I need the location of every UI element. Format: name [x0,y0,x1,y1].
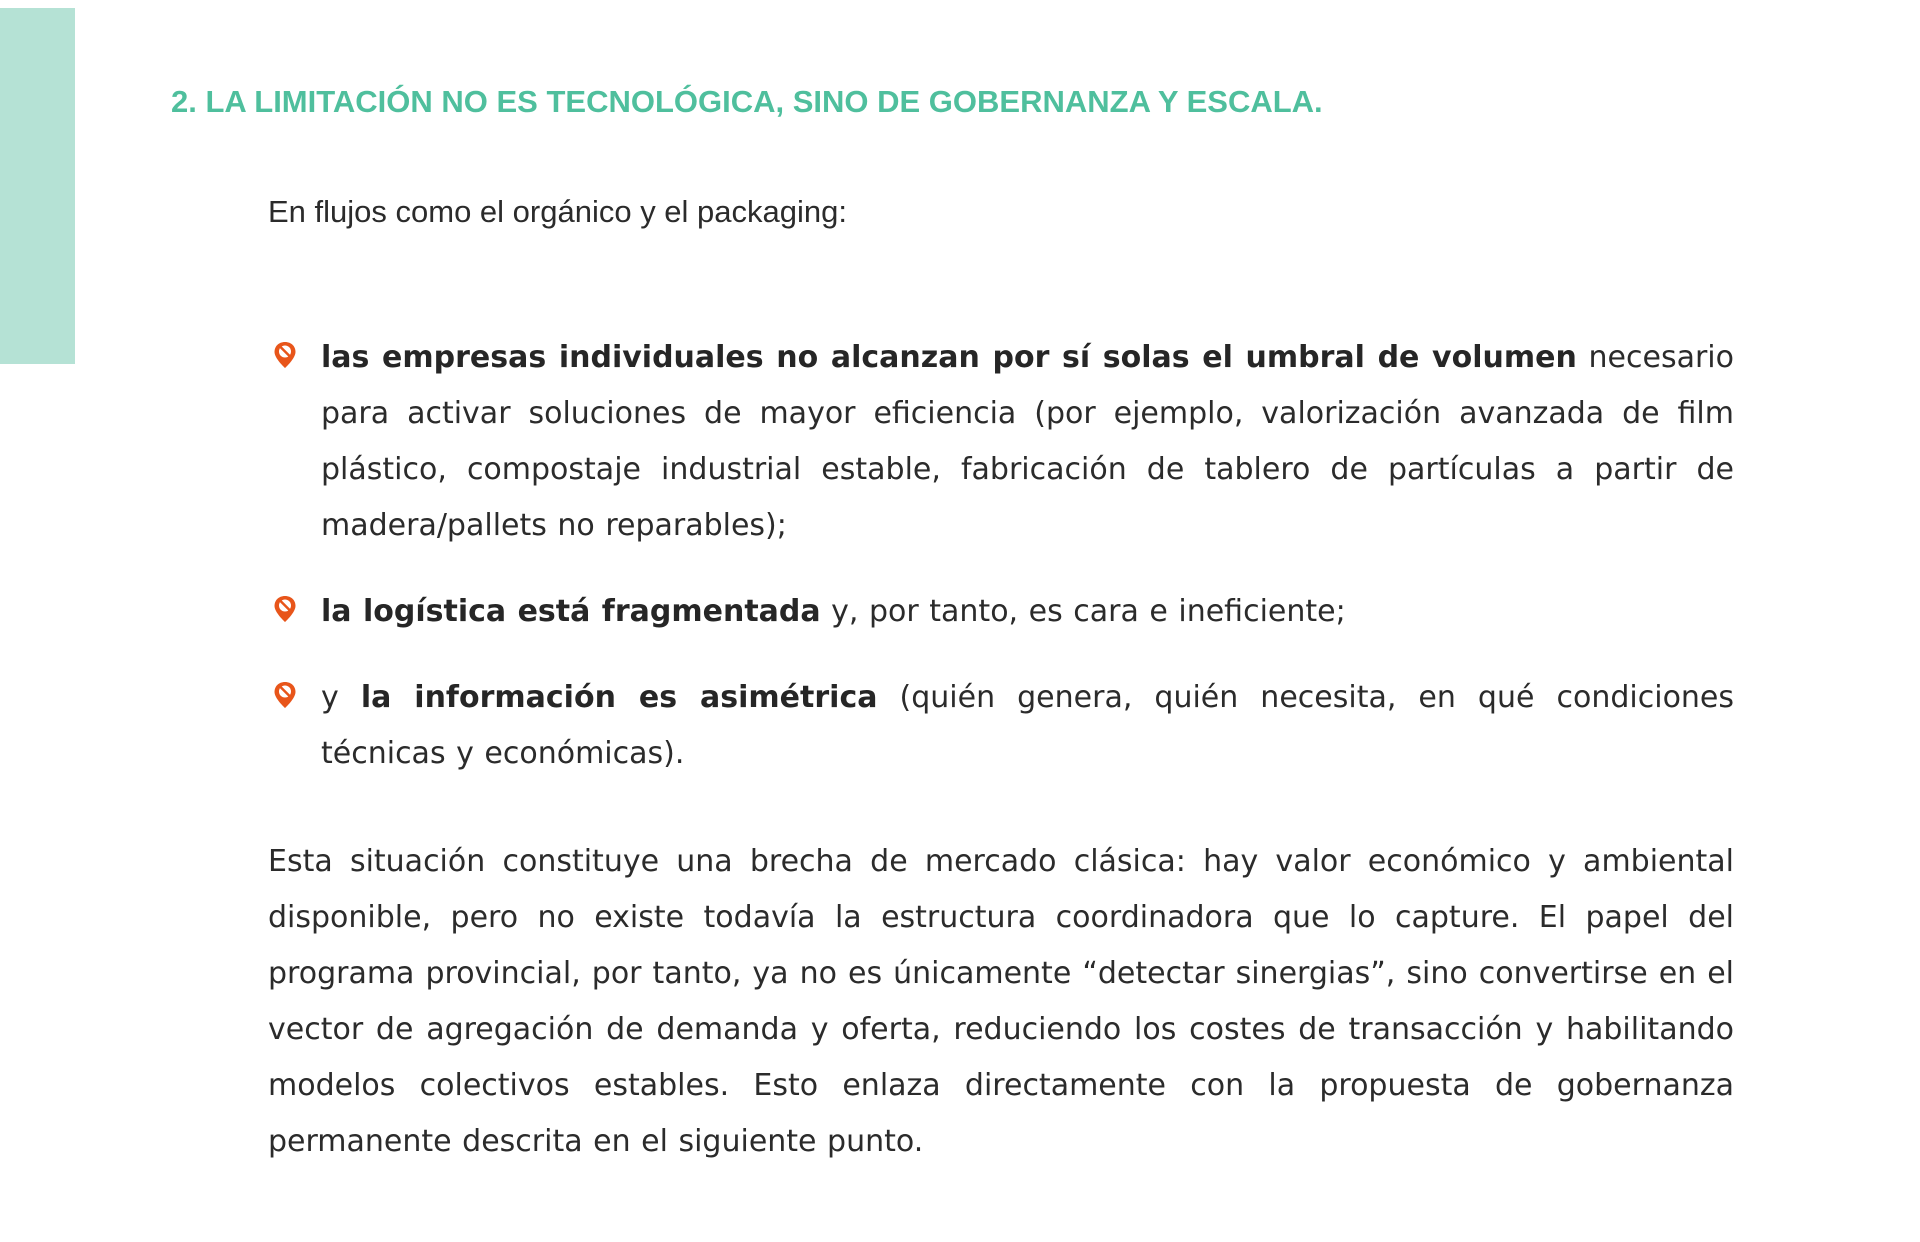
body-paragraph: Esta situación constituye una brecha de mercado clásica: hay valor económico y ambiental disponible, pero no existe todavía la estructura coordinadora que lo capture. El papel del programa provincial, por tanto, ya no es únicamente “detectar sinergias”, sino convertirse en el vector de agregación de demanda y oferta, reduciendo los costes de transacción y habilitando modelos colectivos estables. Esto enlaza directamente con la propuesta de gobernanza permanente descrita en el siguiente punto. [268,844,1734,1159]
bullet-text: y, por tanto, es cara e ineficiente; [820,594,1346,629]
list-item [268,670,1734,782]
location-pin-icon [272,340,298,370]
list-item [268,330,1734,554]
bullet-bold-text: las empresas individuales no alcanzan por sí solas el umbral de volumen [321,340,1577,375]
bullet-prefix: y [321,680,361,715]
list-item [268,584,1734,640]
location-pin-icon [272,594,298,624]
side-color-band [0,8,75,364]
bullet-bold-text: la información es asimétrica [360,680,878,715]
bullet-text: (quién genera, quién necesita, en qué condiciones técnicas y económicas). [321,680,1735,771]
bullet-text: necesario para activar soluciones de mayor eficiencia (por ejemplo, valorización avanzada de film plástico, compostaje industrial estable, fabricación de tablero de partículas a partir de madera/pallets no reparables); [321,340,1734,543]
location-pin-icon [272,680,298,710]
bullet-list [268,330,1734,812]
bullet-bold-text: la logística está fragmentada [321,594,821,629]
section-heading: 2. LA LIMITACIÓN NO ES TECNOLÓGICA, SINO DE GOBERNANZA Y ESCALA. [171,84,1323,119]
intro-text: En flujos como el orgánico y el packaging: [268,194,847,229]
